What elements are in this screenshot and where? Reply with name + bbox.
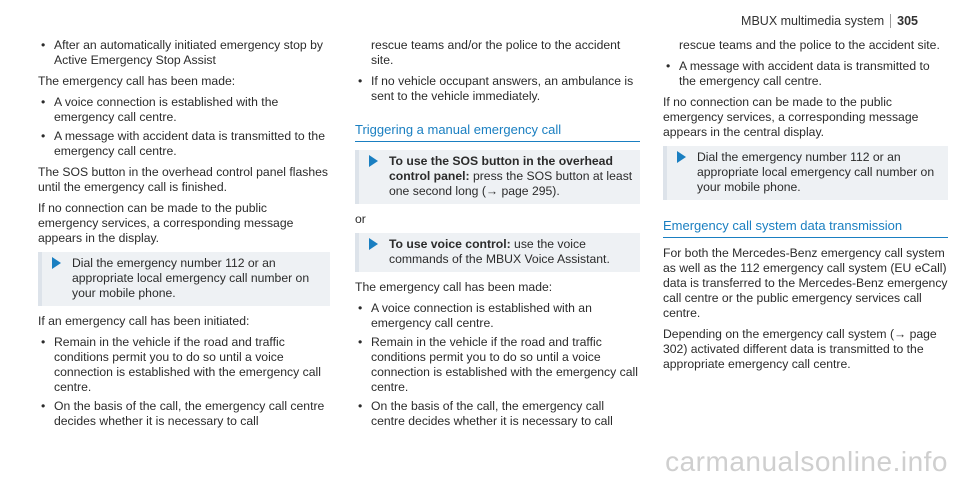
step-arrow-icon bbox=[369, 238, 378, 250]
column-2 bbox=[355, 38, 640, 435]
paragraph: The emergency call has been made: bbox=[355, 280, 553, 294]
step-text: press the SOS button at least one second long (→ page 295). bbox=[389, 169, 633, 198]
step-text: Dial the emergency number 112 or an appropriate local emergency call number on your mobile phone. bbox=[72, 256, 310, 300]
list-item: • A voice connection is established with an emergency call centre. bbox=[355, 301, 640, 331]
paragraph: Depending on the emergency call system (→ page 302) activated different data is transmitted to the appropriate emergency call centre. bbox=[663, 327, 937, 371]
result-list bbox=[38, 95, 330, 159]
list-item: • If no vehicle occupant answers, an ambulance is sent to the vehicle immediately. bbox=[355, 74, 640, 104]
intro-list bbox=[38, 38, 330, 68]
step-bold-label: To use the SOS button in the overhead control panel: bbox=[389, 154, 613, 183]
page-number: 305 bbox=[890, 14, 918, 28]
instruction-step bbox=[663, 146, 948, 200]
step-arrow-icon bbox=[677, 151, 686, 163]
paragraph: The SOS button in the overhead control panel flashes until the emergency call is finished. bbox=[38, 165, 328, 194]
section-heading: Emergency call system data transmission bbox=[663, 218, 948, 238]
step-bold-label: To use voice control: bbox=[389, 237, 511, 251]
continued-list bbox=[355, 38, 640, 68]
result-list bbox=[355, 301, 640, 429]
list-item: • A voice connection is established with the emergency call centre. bbox=[38, 95, 330, 125]
list-item: • After an automatically initiated emergency stop by Active Emergency Stop Assist bbox=[38, 38, 330, 68]
instruction-step bbox=[355, 150, 640, 204]
paragraph: For both the Mercedes-Benz emergency call system as well as the 112 emergency call system (EU eCall) data is transferred to the Mercedes-Benz emergency call centre or the public emergency services call centre. bbox=[663, 246, 948, 320]
running-title: MBUX multimedia system bbox=[741, 14, 885, 28]
paragraph: The emergency call has been made: bbox=[38, 74, 236, 88]
step-arrow-icon bbox=[369, 155, 378, 167]
list-item: • On the basis of the call, the emergency call centre decides whether it is necessary to call bbox=[38, 399, 330, 429]
list-item: • Remain in the vehicle if the road and traffic conditions permit you to do so until a voice connection is established with the emergency call centre. bbox=[38, 335, 330, 395]
list-item-continued: rescue teams and the police to the accident site. bbox=[679, 38, 940, 52]
watermark: carmanualsonline.info bbox=[665, 446, 948, 477]
column-1 bbox=[38, 38, 330, 435]
list-item: • A message with accident data is transmitted to the emergency call centre. bbox=[38, 129, 330, 159]
instruction-step bbox=[355, 233, 640, 272]
list-item: • A message with accident data is transmitted to the emergency call centre. bbox=[663, 59, 948, 89]
paragraph: If no connection can be made to the public emergency services, a corresponding message appears in the display. bbox=[38, 201, 294, 245]
paragraph: If an emergency call has been initiated: bbox=[38, 314, 250, 328]
instruction-step bbox=[38, 252, 330, 306]
list-item-continued: rescue teams and/or the police to the accident site. bbox=[371, 38, 621, 67]
column-3 bbox=[663, 38, 948, 378]
action-list bbox=[38, 335, 330, 429]
step-arrow-icon bbox=[52, 257, 61, 269]
page-header bbox=[741, 14, 918, 28]
step-text: Dial the emergency number 112 or an appropriate local emergency call number on your mobile phone. bbox=[697, 150, 935, 194]
section-heading: Triggering a manual emergency call bbox=[355, 122, 640, 142]
or-separator: or bbox=[355, 212, 366, 226]
list-item: • On the basis of the call, the emergency call centre decides whether it is necessary to call bbox=[355, 399, 640, 429]
list-item: • Remain in the vehicle if the road and traffic conditions permit you to do so until a voice connection is established with the emergency call centre. bbox=[355, 335, 640, 395]
step-text: use the voice commands of the MBUX Voice Assistant. bbox=[389, 237, 610, 266]
paragraph: If no connection can be made to the public emergency services, a corresponding message appears in the central display. bbox=[663, 95, 919, 139]
continued-list bbox=[663, 38, 948, 53]
result-list bbox=[355, 74, 640, 104]
result-list bbox=[663, 59, 948, 89]
